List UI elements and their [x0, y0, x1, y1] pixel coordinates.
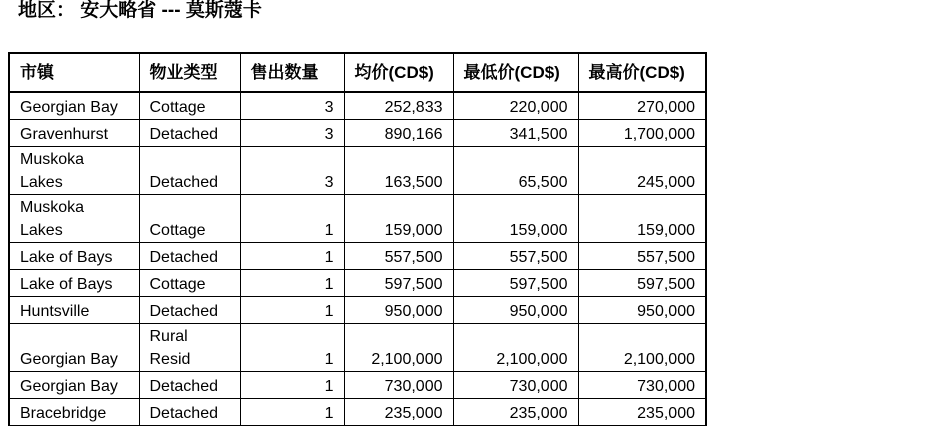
header-property-type: 物业类型: [139, 53, 240, 92]
cell-average-price: 557,500: [344, 242, 453, 269]
cell-average-price: 235,000: [344, 398, 453, 425]
cell-sold-count: 1: [240, 194, 344, 242]
cell-property-type: Detached: [139, 398, 240, 425]
table-row: [9, 92, 706, 119]
table-row: [9, 398, 706, 425]
cell-max-price: 235,000: [578, 398, 706, 425]
cell-town: Gravenhurst: [9, 119, 139, 146]
header-average-price: 均价(CD$): [344, 53, 453, 92]
cell-sold-count: 1: [240, 269, 344, 296]
cell-average-price: 890,166: [344, 119, 453, 146]
cell-max-price: 557,500: [578, 242, 706, 269]
table-row: [9, 323, 706, 371]
cell-min-price: 220,000: [453, 92, 578, 119]
cell-town: Bracebridge: [9, 398, 139, 425]
cell-town: Muskoka Lakes: [9, 194, 139, 242]
cell-sold-count: 3: [240, 119, 344, 146]
cell-sold-count: 3: [240, 92, 344, 119]
cell-min-price: 65,500: [453, 146, 578, 194]
cell-property-type: Detached: [139, 242, 240, 269]
cell-town: Muskoka Lakes: [9, 146, 139, 194]
cell-sold-count: 3: [240, 146, 344, 194]
cell-town: Lake of Bays: [9, 242, 139, 269]
table-row: [9, 296, 706, 323]
table-row: [9, 269, 706, 296]
cell-average-price: 2,100,000: [344, 323, 453, 371]
cell-min-price: 950,000: [453, 296, 578, 323]
cell-min-price: 557,500: [453, 242, 578, 269]
header-max-price: 最高价(CD$): [578, 53, 706, 92]
cell-property-type: Cottage: [139, 269, 240, 296]
sales-table: [8, 52, 707, 426]
cell-min-price: 597,500: [453, 269, 578, 296]
cell-town: Huntsville: [9, 296, 139, 323]
cell-town: Georgian Bay: [9, 371, 139, 398]
cell-max-price: 245,000: [578, 146, 706, 194]
cell-property-type: Detached: [139, 146, 240, 194]
cell-average-price: 252,833: [344, 92, 453, 119]
cell-average-price: 159,000: [344, 194, 453, 242]
cell-max-price: 2,100,000: [578, 323, 706, 371]
cell-sold-count: 1: [240, 371, 344, 398]
region-title: 地区： 安大略省 --- 莫斯蔻卡: [18, 0, 262, 21]
cell-average-price: 950,000: [344, 296, 453, 323]
cell-max-price: 597,500: [578, 269, 706, 296]
cell-property-type: Detached: [139, 119, 240, 146]
cell-sold-count: 1: [240, 323, 344, 371]
cell-property-type: Rural Resid: [139, 323, 240, 371]
header-row: [9, 53, 706, 92]
table-row: [9, 146, 706, 194]
table-row: [9, 242, 706, 269]
cell-max-price: 1,700,000: [578, 119, 706, 146]
cell-property-type: Cottage: [139, 92, 240, 119]
header-town: 市镇: [9, 53, 139, 92]
cell-min-price: 730,000: [453, 371, 578, 398]
cell-max-price: 730,000: [578, 371, 706, 398]
cell-max-price: 159,000: [578, 194, 706, 242]
table-row: [9, 194, 706, 242]
cell-average-price: 597,500: [344, 269, 453, 296]
cell-sold-count: 1: [240, 296, 344, 323]
cell-average-price: 163,500: [344, 146, 453, 194]
cell-property-type: Cottage: [139, 194, 240, 242]
header-min-price: 最低价(CD$): [453, 53, 578, 92]
cell-max-price: 270,000: [578, 92, 706, 119]
cell-sold-count: 1: [240, 398, 344, 425]
cell-min-price: 2,100,000: [453, 323, 578, 371]
cell-max-price: 950,000: [578, 296, 706, 323]
cell-town: Lake of Bays: [9, 269, 139, 296]
cell-property-type: Detached: [139, 296, 240, 323]
table-row: [9, 119, 706, 146]
cell-average-price: 730,000: [344, 371, 453, 398]
cell-property-type: Detached: [139, 371, 240, 398]
cell-min-price: 159,000: [453, 194, 578, 242]
header-sold-count: 售出数量: [240, 53, 344, 92]
cell-min-price: 341,500: [453, 119, 578, 146]
cell-sold-count: 1: [240, 242, 344, 269]
cell-min-price: 235,000: [453, 398, 578, 425]
cell-town: Georgian Bay: [9, 323, 139, 371]
table-row: [9, 371, 706, 398]
cell-town: Georgian Bay: [9, 92, 139, 119]
